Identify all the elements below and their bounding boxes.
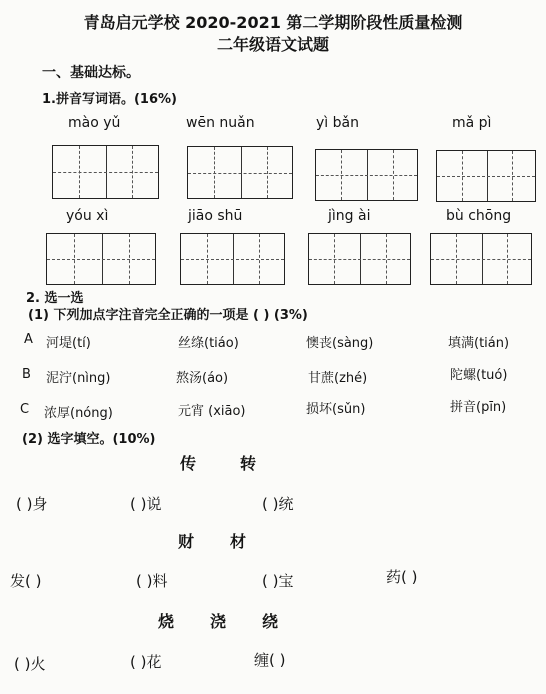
- option-c-item: 拼音(pīn): [450, 400, 507, 415]
- choice-char: 烧: [158, 612, 175, 631]
- pinyin-7: jìng ài: [328, 208, 371, 224]
- option-c-item: 元宵 (xiāo): [178, 404, 246, 419]
- q2-sub1-label: (1) 下列加点字注音完全正确的一项是 ( ) (3%): [28, 308, 308, 323]
- option-letter-a: A: [24, 332, 33, 347]
- writing-grid[interactable]: [187, 146, 293, 199]
- option-a-item: 填满(tián): [448, 336, 510, 351]
- option-c-item: 损坏(sǔn): [306, 402, 366, 417]
- pinyin-4: mǎ pì: [452, 115, 492, 131]
- pinyin-1: mào yǔ: [68, 115, 121, 131]
- choice-char: 财: [178, 532, 195, 551]
- writing-grid[interactable]: [180, 233, 285, 285]
- pinyin-3: yì bǎn: [316, 115, 359, 131]
- fill-blank[interactable]: 缠( ): [254, 651, 286, 669]
- exam-title: 青岛启元学校 2020-2021 第二学期阶段性质量检测: [83, 13, 463, 32]
- fill-blank[interactable]: ( )说: [130, 495, 162, 513]
- choice-char: 材: [230, 532, 247, 551]
- writing-grid[interactable]: [52, 145, 159, 199]
- option-c-item: 浓厚(nóng): [44, 406, 113, 421]
- fill-blank[interactable]: ( )花: [130, 653, 162, 671]
- fill-blank[interactable]: 发( ): [10, 572, 42, 590]
- fill-blank[interactable]: ( )统: [262, 495, 294, 513]
- option-letter-c: C: [20, 402, 30, 417]
- q2-label: 2. 选一选: [26, 291, 84, 306]
- q1-label: 1.拼音写词语。(16%): [42, 92, 177, 107]
- writing-grid[interactable]: [430, 233, 532, 285]
- fill-blank[interactable]: ( )料: [136, 572, 168, 590]
- pinyin-2: wēn nuǎn: [186, 115, 255, 131]
- fill-blank[interactable]: 药( ): [386, 568, 418, 586]
- writing-grid[interactable]: [436, 150, 536, 202]
- choice-char: 绕: [262, 612, 279, 631]
- pinyin-8: bù chōng: [446, 208, 512, 224]
- choice-char: 转: [240, 454, 257, 473]
- q2-sub2-label: (2) 选字填空。(10%): [22, 432, 156, 447]
- writing-grid[interactable]: [308, 233, 411, 285]
- section-heading: 一、基础达标。: [42, 65, 140, 81]
- option-letter-b: B: [22, 367, 31, 382]
- writing-grid[interactable]: [46, 233, 156, 285]
- choice-char: 浇: [210, 612, 227, 631]
- fill-blank[interactable]: ( )火: [14, 655, 46, 673]
- option-a-item: 河堤(tí): [46, 336, 91, 351]
- choice-char: 传: [180, 454, 197, 473]
- option-b-item: 陀螺(tuó): [450, 368, 508, 383]
- exam-subtitle: 二年级语文试题: [216, 35, 329, 54]
- pinyin-5: yóu xì: [66, 208, 109, 224]
- fill-blank[interactable]: ( )身: [16, 495, 48, 513]
- option-a-item: 丝绦(tiáo): [178, 336, 239, 351]
- option-a-item: 懊丧(sàng): [306, 336, 374, 351]
- option-b-item: 甘蔗(zhé): [308, 371, 368, 386]
- option-b-item: 泥泞(nìng): [46, 371, 111, 386]
- fill-blank[interactable]: ( )宝: [262, 572, 294, 590]
- option-b-item: 熬汤(áo): [176, 371, 229, 386]
- writing-grid[interactable]: [315, 149, 418, 201]
- pinyin-6: jiāo shū: [188, 208, 243, 224]
